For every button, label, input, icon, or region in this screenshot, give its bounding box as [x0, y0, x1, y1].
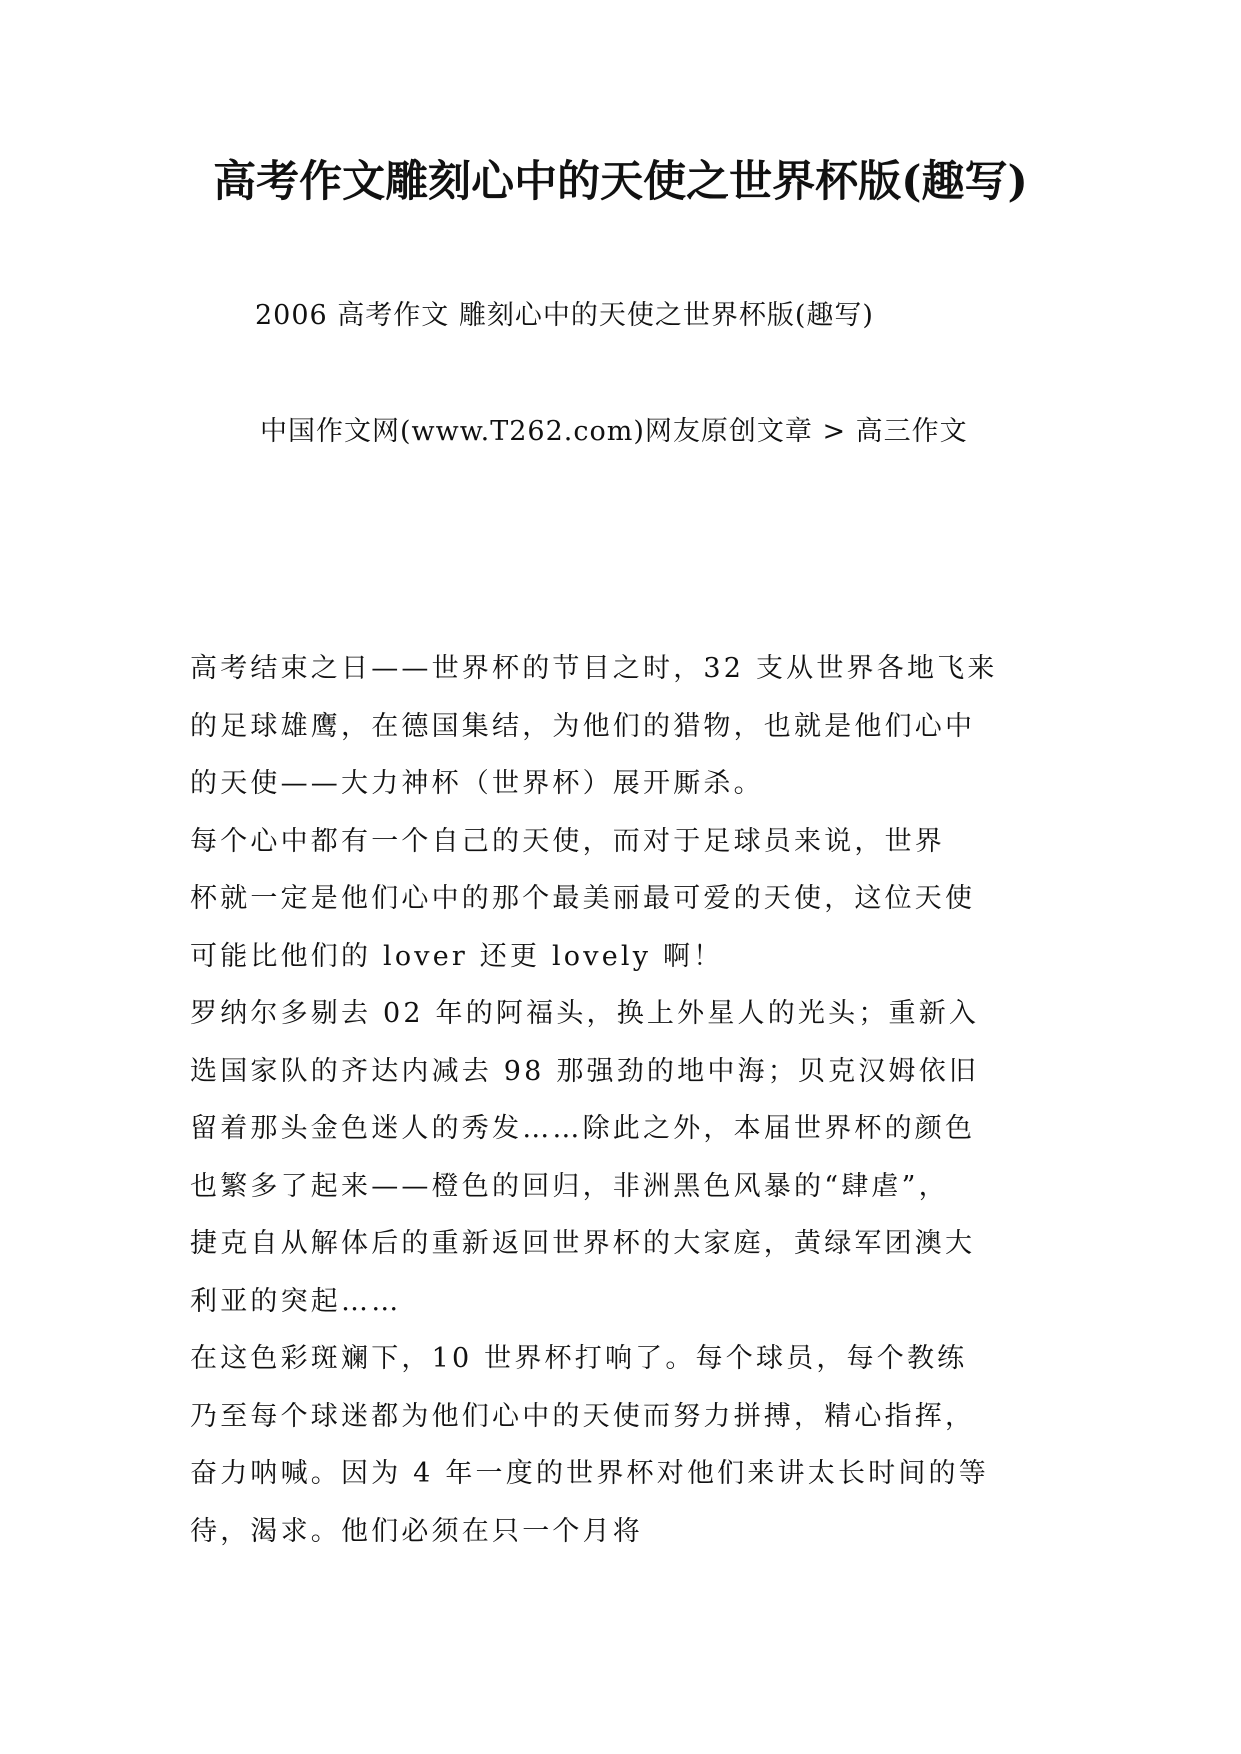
article-body: [190, 640, 1070, 1560]
body-line: 利亚的突起……: [190, 1285, 402, 1317]
body-line: 罗纳尔多剔去 02 年的阿福头，换上外星人的光头；重新入: [190, 998, 980, 1029]
body-line: 捷克自从解体后的重新返回世界杯的大家庭，黄绿军团澳大: [190, 1228, 976, 1259]
body-line: 奋力呐喊。因为 4 年一度的世界杯对他们来讲太长时间的等: [190, 1458, 989, 1489]
body-line: 每个心中都有一个自己的天使，而对于足球员来说，世界: [190, 825, 945, 857]
document-subtitle: 2006 高考作文 雕刻心中的天使之世界杯版(趣写): [255, 300, 874, 331]
body-line: 留着那头金色迷人的秀发……除此之外，本届世界杯的颜色: [190, 1113, 976, 1144]
body-line: 乃至每个球迷都为他们心中的天使而努力拼搏，精心指挥，: [190, 1400, 976, 1432]
source-line: 中国作文网(www.T262.com)网友原创文章 > 高三作文: [260, 416, 968, 447]
body-line: 的足球雄鹰，在德国集结，为他们的猎物，也就是他们心中: [190, 710, 976, 742]
body-line: 高考结束之日——世界杯的节目之时，32 支从世界各地飞来: [190, 653, 998, 684]
body-line: 的天使——大力神杯（世界杯）展开厮杀。: [190, 768, 764, 799]
body-line: 也繁多了起来——橙色的回归，非洲黑色风暴的“肆虐”，: [190, 1170, 949, 1202]
body-line: 在这色彩斑斓下，10 世界杯打响了。每个球员，每个教练: [190, 1343, 968, 1374]
body-line: 待，渴求。他们必须在只一个月将: [190, 1515, 643, 1547]
body-line: 选国家队的齐达内减去 98 那强劲的地中海；贝克汉姆依旧: [190, 1055, 980, 1087]
body-line: 可能比他们的 lover 还更 lovely 啊！: [190, 940, 724, 972]
document-title: 高考作文雕刻心中的天使之世界杯版(趣写): [213, 157, 1028, 207]
body-line: 杯就一定是他们心中的那个最美丽最可爱的天使，这位天使: [190, 883, 976, 914]
